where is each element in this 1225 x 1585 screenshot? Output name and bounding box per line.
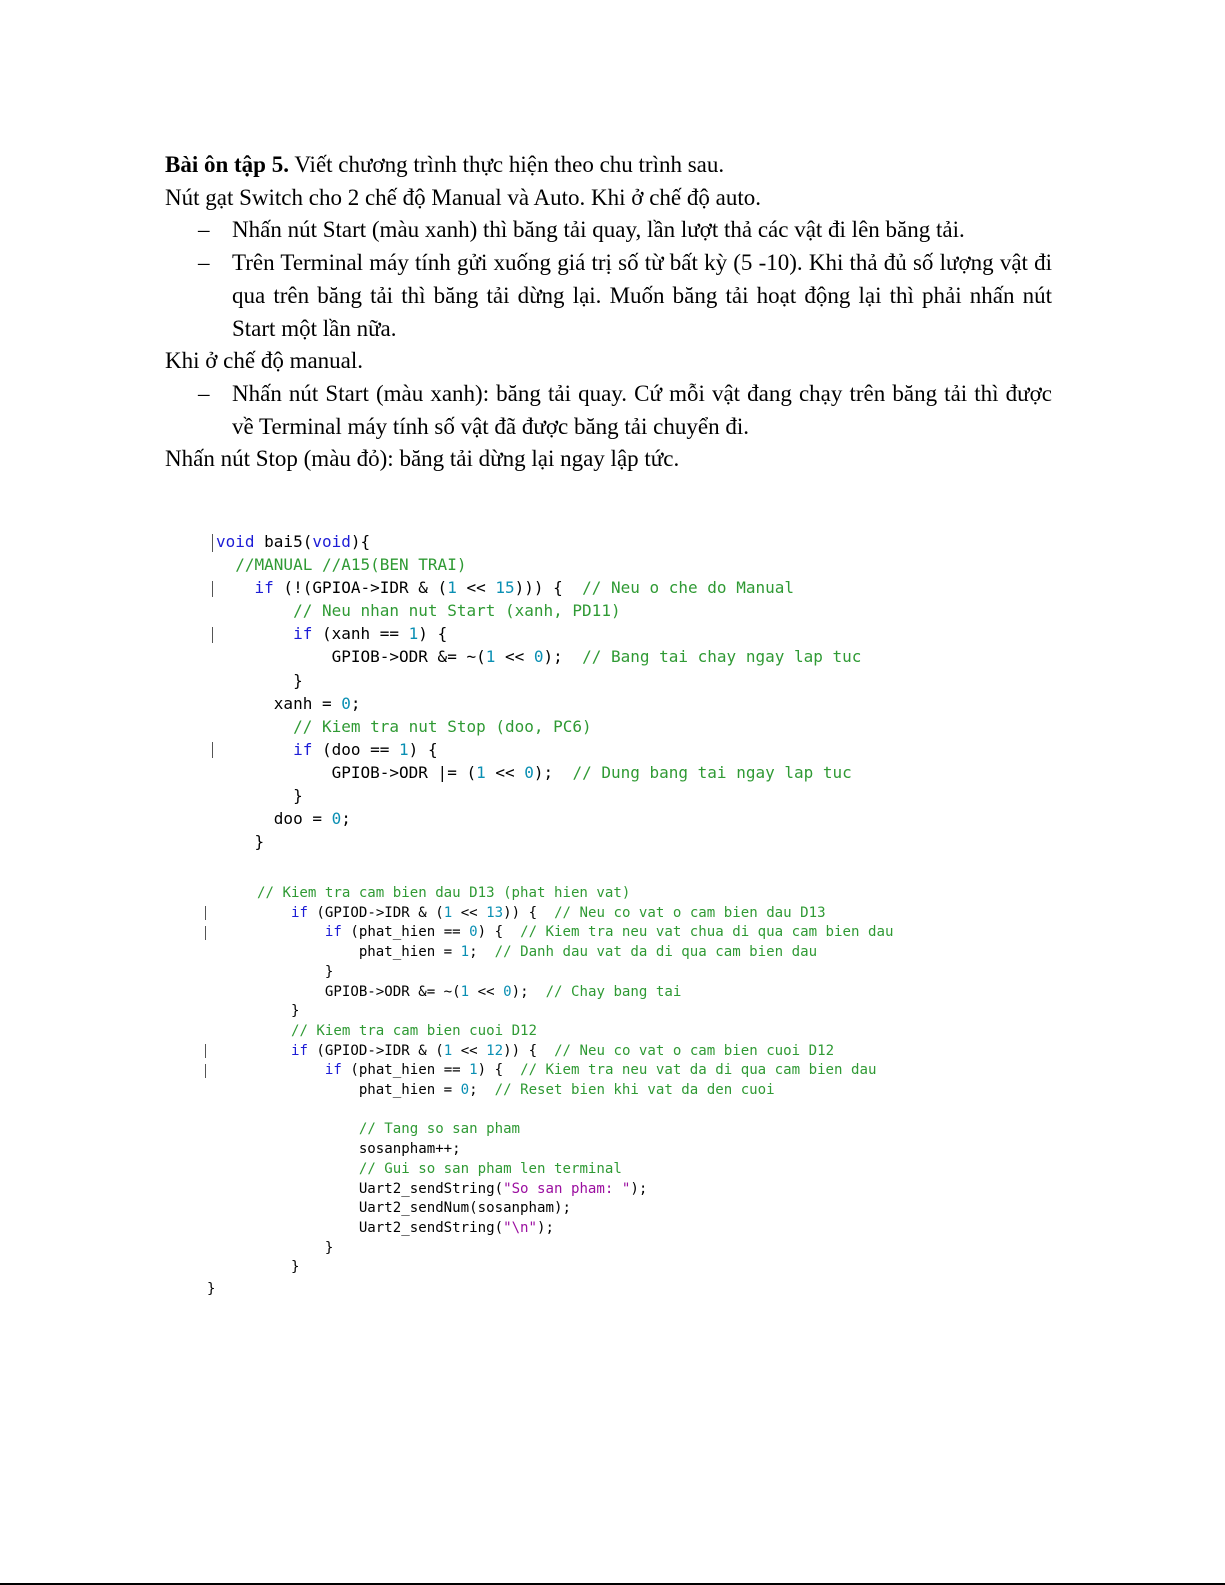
exercise-title: Bài ôn tập 5. xyxy=(165,152,289,177)
code-token: << xyxy=(456,578,496,598)
code-token: // Bang tai chay ngay lap tuc xyxy=(582,647,862,667)
stop-button-line: Nhấn nút Stop (màu đỏ): băng tải dừng lại ngay lập tức. xyxy=(165,446,680,472)
code-token: Uart2_sendNum(sosanpham); xyxy=(257,1200,571,1217)
code-token xyxy=(257,1023,291,1039)
code-token: 0 xyxy=(524,762,534,782)
code-line xyxy=(257,1061,893,1081)
code-token: 1 xyxy=(408,624,419,644)
code-token: (GPIOD->IDR & ( xyxy=(307,1042,444,1059)
code-token: ); xyxy=(537,1219,555,1236)
code-token: void xyxy=(216,532,255,551)
code-token: xanh = xyxy=(216,693,342,713)
exercise-text xyxy=(165,149,1065,476)
code-line xyxy=(257,983,893,1003)
code-line xyxy=(257,1239,893,1259)
mode-intro: Nút gạt Switch cho 2 chế độ Manual và Auto. Khi ở chế độ auto. xyxy=(165,184,761,210)
code-token: if xyxy=(290,904,308,921)
list-item: – Trên Terminal máy tính gửi xuống giá trị số từ bất kỳ (5 -10). Khi thả đủ số lượng vật đi qua trên băng tải thì băng tải dừng lại. Muốn băng tải hoạt động lại thì phải nhấn nút Start một lần nữa. xyxy=(232,247,1052,345)
code-token: )) { xyxy=(503,1042,555,1059)
code-gutter-mark xyxy=(212,534,213,552)
code-token: // Kiem tra neu vat da di qua cam bien dau xyxy=(520,1062,877,1079)
code-token: doo = xyxy=(216,809,332,829)
code-token xyxy=(216,601,293,620)
code-token: << xyxy=(452,1042,487,1059)
code-token: GPIOB->ODR &= ~( xyxy=(216,647,486,667)
code-token: 1 xyxy=(399,739,409,759)
code-token: (doo == xyxy=(312,739,400,759)
code-line xyxy=(216,645,861,668)
code-token: (xanh == xyxy=(312,624,409,644)
code-line xyxy=(257,1160,893,1180)
code-token: 1 xyxy=(485,647,496,667)
exercise-heading xyxy=(165,149,1065,182)
code-line xyxy=(216,784,861,807)
code-token: (!(GPIOA->IDR & ( xyxy=(273,578,448,598)
code-token: ); xyxy=(543,647,583,667)
code-gutter-mark xyxy=(212,627,213,643)
code-token: GPIOB->ODR &= ~( xyxy=(257,983,461,1000)
code-token xyxy=(216,717,293,736)
code-token: Uart2_sendString( xyxy=(257,1180,504,1197)
code-token: (GPIOD->IDR & ( xyxy=(307,904,444,921)
code-token: 15 xyxy=(495,578,515,598)
code-token: ) { xyxy=(418,624,448,644)
code-token: 1 xyxy=(443,1042,453,1059)
code-gutter-mark xyxy=(205,1044,206,1058)
code-token: //MANUAL //A15(BEN TRAI) xyxy=(235,555,467,575)
code-gutter-mark xyxy=(205,1064,206,1078)
code-token: // Reset bien khi vat da den cuoi xyxy=(494,1082,775,1099)
code-line xyxy=(216,553,861,576)
code-token xyxy=(257,1062,325,1078)
code-token: // Neu co vat o cam bien cuoi D12 xyxy=(554,1042,835,1059)
code-token: // Kiem tra nut Stop (doo, PC6) xyxy=(293,716,592,736)
code-token: if xyxy=(293,624,313,644)
code-token: 0 xyxy=(533,647,544,667)
code-line xyxy=(257,884,893,904)
code-line xyxy=(216,807,861,830)
code-token: // Kiem tra cam bien dau D13 (phat hien vat) xyxy=(257,885,631,901)
manual-mode-list xyxy=(165,378,1065,443)
code-token: // Tang so san pham xyxy=(358,1121,521,1138)
code-token: 0 xyxy=(460,1082,470,1099)
code-line xyxy=(216,761,861,784)
code-token: << xyxy=(469,983,504,1000)
code-token: ; xyxy=(341,809,351,829)
code-line xyxy=(257,1120,893,1140)
code-line xyxy=(257,1101,893,1121)
code-token: ) { xyxy=(477,924,521,941)
code-gutter-mark xyxy=(212,742,213,758)
code-token: (phat_hien == xyxy=(341,924,470,941)
code-token: sosanpham++; xyxy=(257,1141,461,1158)
list-item: – Nhấn nút Start (màu xanh): băng tải quay. Cứ mỗi vật đang chạy trên băng tải thì được về Terminal máy tính số vật đã được băng tải chuyển đi. xyxy=(232,378,1052,443)
code-line xyxy=(216,576,861,599)
code-token: // Neu nhan nut Start (xanh, PD11) xyxy=(293,601,621,621)
code-token: ); xyxy=(511,983,546,1000)
code-token xyxy=(257,924,325,940)
code-line xyxy=(257,1258,893,1278)
code-token: if xyxy=(324,924,342,941)
code-token: 1 xyxy=(469,1062,478,1079)
list-item: – Nhấn nút Start (màu xanh) thì băng tải quay, lần lượt thả các vật đi lên băng tải. xyxy=(232,214,1052,247)
code-token xyxy=(216,555,235,574)
code-line xyxy=(216,599,861,622)
code-token: ; xyxy=(469,1082,495,1099)
code-token: ))) { xyxy=(514,578,583,598)
code-line xyxy=(216,738,861,761)
code-line xyxy=(257,1140,893,1160)
code-token: } xyxy=(216,786,303,806)
code-token: ; xyxy=(469,944,495,961)
code-line xyxy=(257,1081,893,1101)
code-token: 1 xyxy=(476,762,486,782)
code-token: // Kiem tra cam bien cuoi D12 xyxy=(290,1022,538,1039)
code-token: } xyxy=(216,670,303,690)
code-token: if xyxy=(290,1042,308,1059)
manual-mode-heading: Khi ở chế độ manual. xyxy=(165,348,364,374)
code-line xyxy=(216,530,861,553)
code-token: ){ xyxy=(350,532,371,551)
code-line xyxy=(216,830,861,853)
code-token: "So san pham: " xyxy=(503,1180,631,1197)
code-token: 13 xyxy=(486,904,504,921)
code-token: // Gui so san pham len terminal xyxy=(358,1160,622,1177)
code-token xyxy=(216,740,293,759)
code-token: void xyxy=(312,532,351,551)
code-token: // Dung bang tai ngay lap tuc xyxy=(572,762,852,782)
code-block-manual xyxy=(216,530,861,853)
code-token: phat_hien = xyxy=(257,1082,461,1099)
code-token xyxy=(216,624,293,643)
code-line xyxy=(216,715,861,738)
code-token: ); xyxy=(630,1180,648,1197)
code-token xyxy=(257,1121,359,1137)
code-token: bai5( xyxy=(254,532,313,551)
code-token: // Kiem tra neu vat chua di qua cam bien dau xyxy=(520,924,894,941)
code-token xyxy=(257,1043,291,1059)
code-block-sensors xyxy=(257,884,893,1278)
code-token: 0 xyxy=(331,809,342,829)
code-token: 0 xyxy=(341,693,351,713)
code-line xyxy=(216,669,861,692)
code-token: Uart2_sendString( xyxy=(257,1219,504,1236)
auto-mode-list xyxy=(165,214,1065,345)
code-line xyxy=(257,943,893,963)
code-token: ) { xyxy=(477,1062,521,1079)
code-token: )) { xyxy=(503,904,555,921)
code-token: ); xyxy=(533,762,573,782)
exercise-title-rest: Viết chương trình thực hiện theo chu trình sau. xyxy=(288,152,725,177)
code-line xyxy=(257,923,893,943)
code-token: // Chay bang tai xyxy=(545,983,682,1000)
code-line xyxy=(257,963,893,983)
code-token: 1 xyxy=(460,983,470,1000)
code-token: } xyxy=(257,963,334,980)
code-token: 1 xyxy=(443,904,453,921)
code-line xyxy=(257,1002,893,1022)
code-token: ) { xyxy=(408,739,438,759)
code-line xyxy=(257,1180,893,1200)
code-token: // Neu o che do Manual xyxy=(582,578,794,598)
code-line xyxy=(216,692,861,715)
code-token: } xyxy=(216,832,265,852)
code-token: phat_hien = xyxy=(257,944,461,961)
code-line xyxy=(257,1199,893,1219)
code-gutter-mark xyxy=(205,926,206,940)
code-line xyxy=(257,1219,893,1239)
code-token xyxy=(257,905,291,921)
code-token: << xyxy=(495,647,534,667)
function-closing-brace: } xyxy=(207,1281,216,1297)
code-token: } xyxy=(257,1003,300,1020)
code-token: 1 xyxy=(447,578,457,598)
code-token: 1 xyxy=(460,944,470,961)
code-token: // Danh dau vat da di qua cam bien dau xyxy=(494,944,818,961)
code-token: << xyxy=(485,762,525,782)
code-token: // Neu co vat o cam bien dau D13 xyxy=(554,904,826,921)
code-line xyxy=(257,1042,893,1062)
code-token: if xyxy=(293,739,313,759)
code-token xyxy=(216,578,255,597)
code-token xyxy=(257,1161,359,1177)
code-line xyxy=(257,904,893,924)
code-token: if xyxy=(254,578,274,598)
code-token: } xyxy=(257,1259,300,1276)
code-token: if xyxy=(324,1062,342,1079)
code-gutter-mark xyxy=(205,906,206,920)
code-token: 0 xyxy=(503,983,512,1000)
code-token: ; xyxy=(350,693,361,713)
code-token: } xyxy=(257,1239,334,1256)
code-gutter-mark xyxy=(212,581,213,597)
code-token: 12 xyxy=(486,1042,504,1059)
code-line xyxy=(257,1022,893,1042)
code-token: << xyxy=(452,904,487,921)
code-token: 0 xyxy=(469,924,478,941)
code-token: GPIOB->ODR |= ( xyxy=(216,762,477,782)
code-line xyxy=(216,622,861,645)
code-token: (phat_hien == xyxy=(341,1062,470,1079)
code-token: "\n" xyxy=(503,1219,538,1236)
